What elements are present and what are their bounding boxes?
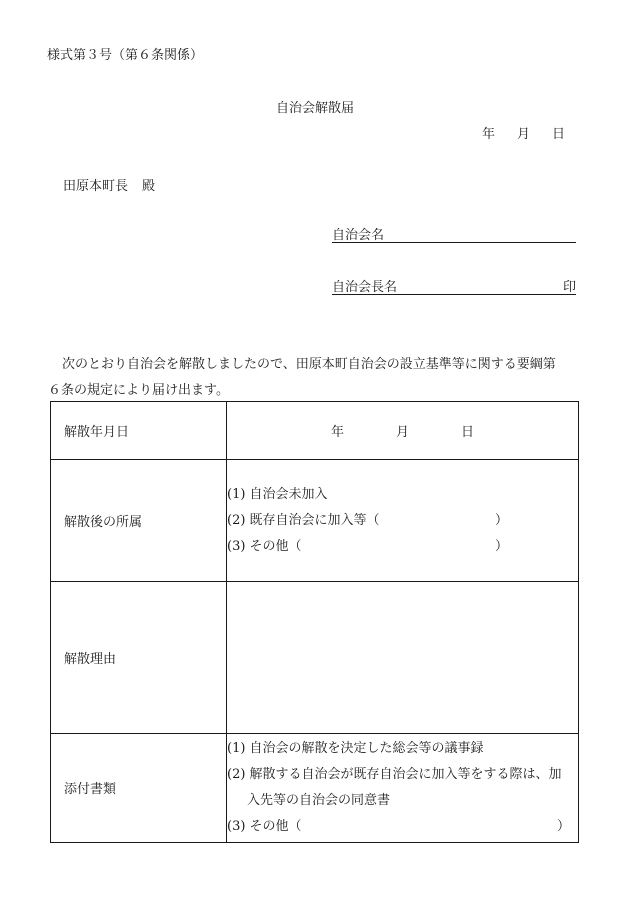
close-paren: ）: [495, 512, 509, 528]
affiliation-label: 解散後の所属: [51, 460, 227, 582]
affiliation-option-2-text: (2) 既存自治会に加入等（: [227, 512, 380, 528]
attachment-item-2: [227, 762, 578, 814]
table-row: [51, 460, 579, 582]
addressee-honorific: 殿: [142, 179, 156, 194]
dissolution-date-label: 解散年月日: [51, 402, 227, 460]
submission-date: [482, 123, 565, 142]
reason-field[interactable]: [227, 582, 579, 733]
table-row: [51, 582, 579, 733]
dissolution-date-field[interactable]: [227, 402, 579, 460]
date-year-label: 年: [482, 127, 496, 142]
close-paren: ）: [557, 818, 571, 834]
association-name-label: 自治会名: [332, 228, 385, 243]
date-day-label: 日: [552, 127, 566, 142]
dissolution-day-label: 日: [461, 425, 475, 441]
association-name-field[interactable]: [332, 224, 576, 243]
attachment-item-1: (1) 自治会の解散を決定した総会等の議事録: [227, 740, 484, 756]
attachment-item-3-text: (3) その他（: [227, 818, 302, 834]
chair-name-label: 自治会長名: [332, 280, 398, 295]
table-row: [51, 733, 579, 842]
body-line-2: ６条の規定により届け出ます。: [48, 383, 229, 398]
addressee-name: 田原本町長: [63, 179, 129, 194]
form-number: 様式第３号（第６条関係）: [47, 48, 204, 63]
attachments-label: 添付書類: [51, 733, 227, 842]
reason-label: 解散理由: [51, 582, 227, 733]
dissolution-month-label: 月: [395, 425, 409, 441]
attachment-item-2-line-1: (2) 解散する自治会が既存自治会に加入等をする際は、加: [227, 766, 562, 782]
attachment-item-2-line-2: 入先等の自治会の同意書: [247, 792, 391, 808]
affiliation-option-1[interactable]: (1) 自治会未加入: [227, 486, 328, 502]
body-line-1: 次のとおり自治会を解散しましたので、田原本町自治会の設立基準等に関する要綱第: [62, 357, 556, 372]
close-paren: ）: [495, 538, 509, 554]
attachments-list: [227, 733, 579, 842]
attachment-item-3[interactable]: [227, 814, 578, 840]
chair-name-field[interactable]: [332, 276, 576, 295]
affiliation-option-3[interactable]: [227, 534, 578, 560]
affiliation-option-2[interactable]: [227, 508, 578, 534]
dissolution-form-table: [50, 401, 579, 843]
affiliation-option-3-text: (3) その他（: [227, 538, 302, 554]
affiliation-options[interactable]: [227, 460, 579, 582]
addressee: [63, 175, 155, 194]
document-title: 自治会解散届: [275, 101, 354, 116]
date-month-label: 月: [517, 127, 531, 142]
table-row: [51, 402, 579, 460]
dissolution-year-label: 年: [330, 425, 344, 441]
seal-mark: 印: [562, 280, 576, 295]
body-paragraph: [48, 352, 582, 404]
